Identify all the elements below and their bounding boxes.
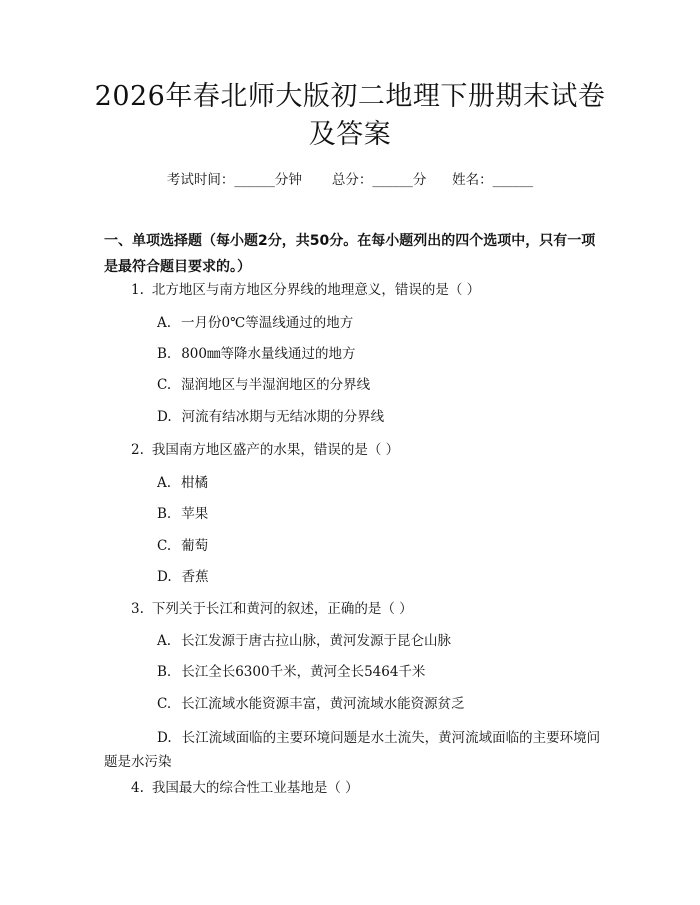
option-1b <box>157 344 356 364</box>
option-letter: A. <box>157 315 172 331</box>
option-2c <box>157 536 208 556</box>
exam-meta-line <box>0 171 700 189</box>
option-text: 湿润地区与半湿润地区的分界线 <box>181 377 371 393</box>
option-text: 长江发源于唐古拉山脉，黄河发源于昆仑山脉 <box>181 633 452 649</box>
option-2a <box>157 473 208 493</box>
option-letter: B. <box>157 506 172 522</box>
question-text: 我国南方地区盛产的水果，错误的是（ ） <box>151 442 400 458</box>
score-label: 总分： <box>331 172 373 188</box>
question-1 <box>131 280 611 300</box>
time-blank: ______ <box>234 172 275 188</box>
question-number: 1. <box>131 282 144 298</box>
option-3c <box>157 694 465 714</box>
option-text: 800㎜等降水量线通过的地方 <box>181 346 356 362</box>
score-blank: ______ <box>372 172 413 188</box>
time-label: 考试时间： <box>166 172 235 188</box>
option-1d <box>157 407 384 427</box>
question-number: 2. <box>131 442 144 458</box>
option-text: 苹果 <box>181 506 209 522</box>
name-label: 姓名： <box>452 172 493 188</box>
option-2b <box>157 504 208 524</box>
option-text: 长江流域面临的主要环境问题是水土流失，黄河流域面临的主要环境问题是水污染 <box>104 730 601 770</box>
option-text: 长江流域水能资源丰富，黄河流域水能资源贫乏 <box>181 696 465 712</box>
option-text: 葡萄 <box>181 538 209 554</box>
section-heading: 一、单项选择题（每小题2分，共50分。在每小题列出的四个选项中，只有一项是最符合题目要求的。） <box>104 233 596 275</box>
score-unit: 分 <box>412 172 427 188</box>
question-3 <box>131 599 611 619</box>
question-number: 3. <box>131 601 144 617</box>
time-unit: 分钟 <box>274 172 302 188</box>
option-letter: A. <box>157 633 172 649</box>
option-3a <box>157 631 451 651</box>
option-text: 一月份0℃等温线通过的地方 <box>181 315 354 331</box>
option-letter: C. <box>157 696 172 712</box>
option-letter: C. <box>157 538 172 554</box>
question-text: 我国最大的综合性工业基地是（ ） <box>151 780 359 796</box>
option-text: 长江全长6300千米，黄河全长5464千米 <box>181 664 426 680</box>
question-text: 下列关于长江和黄河的叙述，正确的是（ ） <box>151 601 413 617</box>
question-number: 4. <box>131 780 144 796</box>
option-letter: B. <box>157 346 172 362</box>
option-text: 香蕉 <box>181 569 209 585</box>
option-text: 河流有结冰期与无结冰期的分界线 <box>181 409 385 425</box>
option-3b <box>157 662 425 682</box>
name-blank: ______ <box>492 172 534 188</box>
question-text: 北方地区与南方地区分界线的地理意义，错误的是（ ） <box>151 282 481 298</box>
option-letter: D. <box>157 730 172 746</box>
question-2 <box>131 440 611 460</box>
option-3d <box>104 726 604 774</box>
option-1c <box>157 375 370 395</box>
page-title: 2026年春北师大版初二地理下册期末试卷及答案 <box>94 81 606 150</box>
option-1a <box>157 313 353 333</box>
question-4 <box>131 778 611 798</box>
option-letter: D. <box>157 409 172 425</box>
option-letter: C. <box>157 377 172 393</box>
option-letter: D. <box>157 569 172 585</box>
option-letter: B. <box>157 664 172 680</box>
option-text: 柑橘 <box>181 475 209 491</box>
option-letter: A. <box>157 475 172 491</box>
option-2d <box>157 567 209 587</box>
